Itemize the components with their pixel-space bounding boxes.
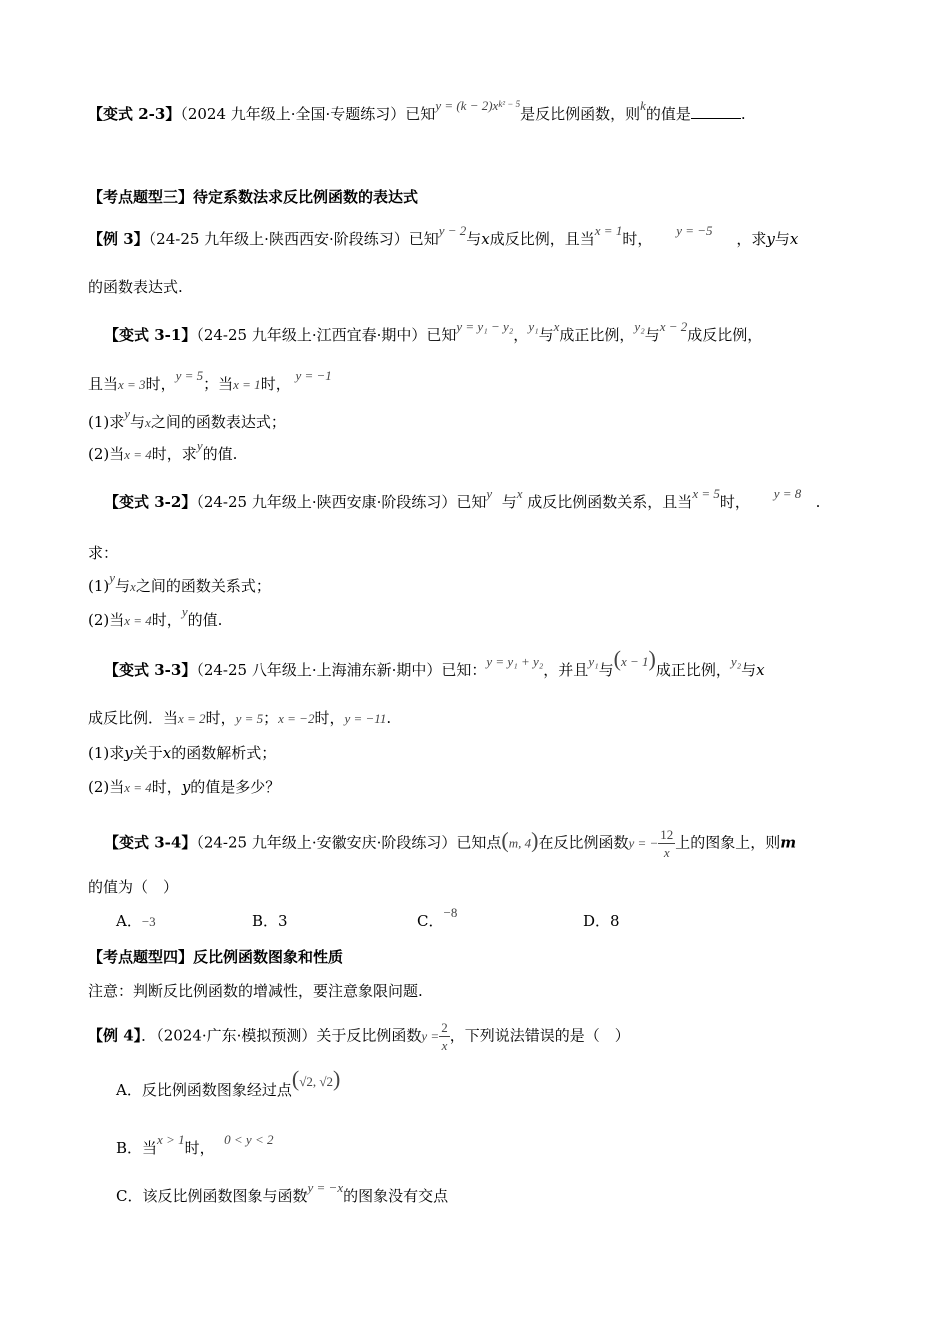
variant-3-2-q1: (1)y与x之间的函数关系式； [88, 570, 271, 595]
variant-3-1-line2: 且当x = 3时，y = 5；当x = 1时， y = −1 [88, 368, 332, 393]
option-d[interactable]: D．8 [583, 912, 620, 930]
variant-3-2-ask: 求： [88, 544, 119, 562]
example-4-option-b[interactable]: B．当x > 1时， 0 < y < 2 [116, 1132, 274, 1157]
variant-3-4: 【变式 3-4】（24-25 九年级上·安徽安庆·阶段练习）已知点(m, 4)在反比例函数y = − $\frac{12}{x}$ 上的图象上，则m [104, 827, 797, 860]
variant-3-3-line2: 成反比例．当x = 2时，y = 5；x = −2时，y = −11. [88, 709, 392, 727]
section-4-title: 【考点题型四】反比例函数图象和性质 [88, 948, 344, 966]
option-c[interactable]: C．−8 [417, 905, 458, 930]
variant-3-1-q1: (1)求y与x之间的函数表达式； [88, 406, 286, 431]
example-4: 【例 4】．（2024·广东·模拟预测）关于反比例函数y = $\frac{2}{x}$ ，下列说法错误的是（ ） [88, 1020, 630, 1053]
variant-3-2: 【变式 3-2】（24-25 九年级上·陕西安康·阶段练习）已知y 与x 成反比例函数关系，且当x = 5时， y = 8 . [104, 486, 821, 511]
variant-3-3-q2: (2)当x = 4时，y的值是多少？ [88, 778, 281, 796]
example-4-option-a[interactable]: A．反比例函数图象经过点(√2, √2) [116, 1066, 341, 1099]
option-b[interactable]: B．3 [252, 912, 288, 930]
variant-3-1: 【变式 3-1】（24-25 九年级上·江西宜春·期中）已知y = y₁ − y₂，y₁与x成正比例，y₂与x − 2成反比例， [104, 319, 763, 344]
section-3-title: 【考点题型三】待定系数法求反比例函数的表达式 [88, 188, 419, 206]
variant-3-1-q2: (2)当x = 4时，求y的值. [88, 438, 238, 463]
example-3: 【例 3】（24-25 九年级上·陕西西安·阶段练习）已知y − 2与x成反比例，且当x = 1时， y = −5 ，求y与x [88, 223, 799, 248]
fraction-12-over-x: $\frac{12}{x}$ [660, 827, 674, 860]
section-4-note: 注意：判断反比例函数的增减性，要注意象限问题. [88, 982, 423, 1000]
fraction-2-over-x: $\frac{2}{x}$ [441, 1020, 448, 1053]
variant-3-2-q2: (2)当x = 4时，y的值. [88, 604, 223, 629]
variant-3-4-line2: 的值为（ ） [88, 878, 179, 896]
example-4-option-c[interactable]: C．该反比例函数图象与函数y = −x的图象没有交点 [116, 1180, 449, 1205]
answer-blank[interactable] [691, 104, 741, 119]
variant-2-3: 【变式 2-3】（2024 九年级上·全国·专题练习）已知$y = (k - 2)x^{k^2 - 5}$是反比例函数，则k的值是 . [88, 98, 746, 123]
variant-3-3-q1: (1)求y关于x的函数解析式； [88, 744, 277, 762]
example-3-line2: 的函数表达式. [88, 278, 183, 296]
option-a[interactable]: A．−3 [116, 912, 156, 930]
variant-3-3: 【变式 3-3】（24-25 八年级上·上海浦东新·期中）已知：y = y₁ + y₂，并且y₁与(x − 1)成正比例，y₂与x [104, 646, 765, 679]
